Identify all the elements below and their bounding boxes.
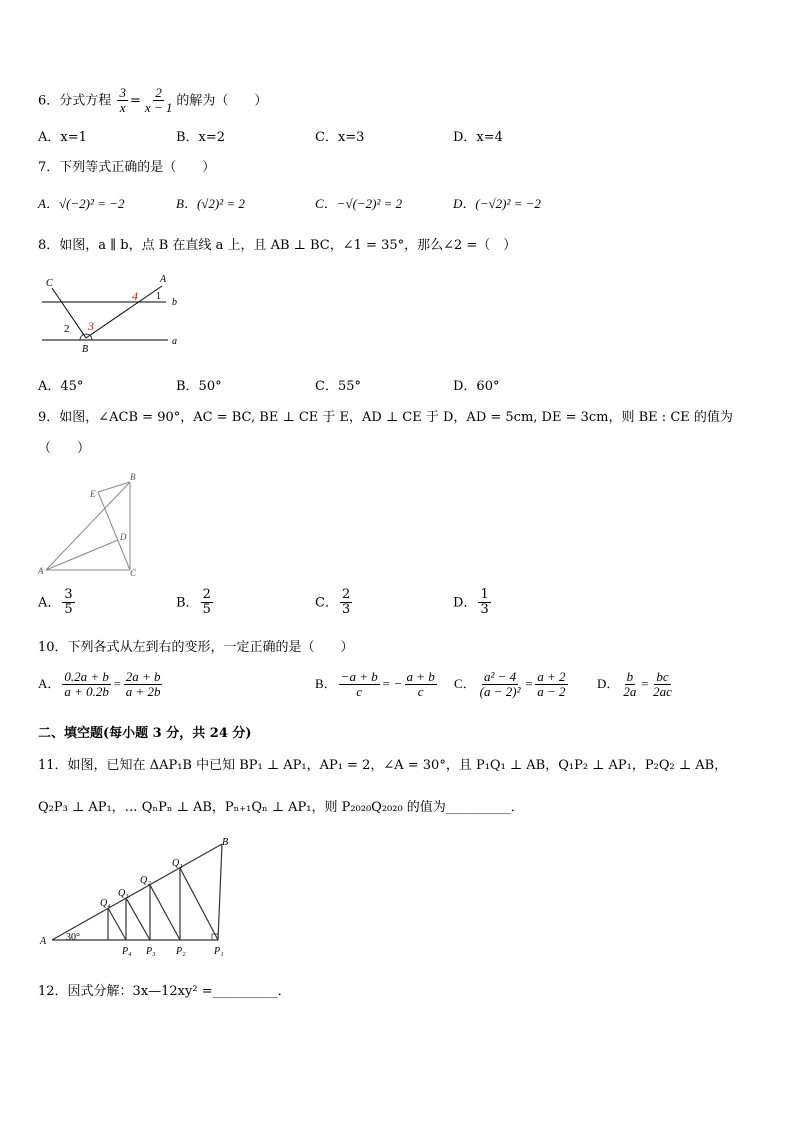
q9-label-c: C [130, 568, 137, 578]
q7-option-d[interactable]: D．(−√2)² = −2 [453, 196, 541, 211]
q8-option-d[interactable]: D．60° [453, 379, 500, 394]
q10-b-mid: = − [381, 675, 403, 691]
q9-c-den: 3 [341, 602, 351, 618]
q6-option-b[interactable]: B．x=2 [176, 130, 226, 145]
q11-label-p1: P₁ [214, 946, 224, 957]
q9-option-a-fraction [62, 588, 74, 618]
q8-label-line-a: a [172, 336, 177, 347]
q11-label-p4: P₄ [122, 946, 132, 957]
q11-label-p2: P₂ [176, 946, 186, 957]
q11-p2q2 [150, 885, 180, 940]
q8-label-line-b: b [172, 297, 177, 308]
q11-label-a: A [40, 936, 47, 947]
q10-a-right [124, 670, 163, 700]
q10-d-left [621, 670, 638, 700]
q6-fraction-left [117, 86, 128, 116]
q10-b-left-num: −a + b [340, 669, 378, 684]
q9-option-c-letter: C． [315, 595, 338, 611]
q9-paren: （ ） [38, 441, 91, 456]
question-11-line-1: 11．如图，已知在 ΔAP₁B 中已知 BP₁ ⊥ AP₁，AP₁ = 2，∠A = 30°，且 P₁Q₁ ⊥ AB，Q₁P₂ ⊥ AP₁，P₂Q₂ ⊥ AB， [38, 758, 728, 773]
q10-a-left-den: a + 0.2b [64, 684, 109, 700]
q9-b-num: 2 [202, 587, 211, 602]
q10-c-left [478, 670, 523, 700]
q9-option-a-letter: A． [38, 595, 61, 611]
q9-option-b-letter: B． [176, 595, 199, 611]
q10-c-right-num: a + 2 [537, 669, 566, 684]
q10-d-right-den: 2ac [653, 684, 672, 700]
q10-b-right-den: c [417, 684, 424, 700]
q10-d-left-den: 2a [623, 684, 637, 700]
q6-f1-num: 3 [119, 85, 126, 100]
q9-label-e: E [90, 489, 96, 499]
q10-d-left-num: b [626, 669, 634, 684]
q11-angle-30: 30° [66, 932, 80, 943]
q10-a-left-num: 0.2a + b [64, 669, 109, 684]
q9-option-b-fraction [201, 588, 213, 618]
q6-option-d[interactable]: D．x=4 [453, 130, 503, 145]
q11-side-bp1 [218, 844, 222, 940]
q10-b-letter: B． [315, 675, 337, 691]
q8-figure [38, 268, 188, 358]
q6-suffix: 的解为（ ） [176, 93, 268, 109]
q9-option-a[interactable] [38, 588, 77, 618]
q10-option-a[interactable]: A． $\frac{0.2a + b}{a + 0.2b}$ = $\frac{2a + b}{a + 2b}$ [38, 669, 161, 700]
q10-a-right-num: 2a + b [125, 669, 161, 684]
q10-d-right [651, 670, 674, 700]
q10-b-left-den: c [356, 684, 363, 700]
q10-b-left [339, 670, 380, 700]
q8-angle-1: 1 [156, 291, 161, 302]
question-8: 8．如图，a ∥ b，点 B 在直线 a 上，且 AB ⊥ BC，∠1 = 35°，那么∠2 =（ ） [38, 238, 517, 253]
q11-p1q1 [180, 868, 218, 940]
q10-c-left-den: (a − 2)² [479, 684, 521, 700]
q10-a-right-den: a + 2b [125, 684, 161, 700]
q10-c-right [535, 670, 567, 700]
q9-label-a: A [38, 566, 44, 576]
q8-label-b: B [82, 344, 89, 355]
q8-angle-2: 2 [64, 323, 70, 335]
q9-label-b: B [130, 472, 136, 482]
q9-c-num: 2 [341, 587, 351, 602]
q9-option-d-letter: D． [453, 595, 477, 611]
q10-c-letter: C． [454, 675, 476, 691]
q11-label-q4: Q₄ [100, 898, 111, 909]
question-7: 7．下列等式正确的是（ ） [38, 160, 216, 175]
q7-option-a[interactable]: A．√(−2)² = −2 [38, 196, 125, 211]
q9-segment-ec [98, 492, 130, 570]
question-12: 12．因式分解：3x—12xy² =__________． [38, 984, 291, 999]
q10-a-left [62, 670, 111, 700]
question-6 [38, 86, 267, 116]
q10-c-right-den: a − 2 [537, 684, 566, 700]
q6-f2-num: 2 [155, 85, 162, 100]
q9-a-num: 3 [64, 587, 73, 602]
q10-a-letter: A． [38, 675, 61, 691]
q9-option-c-fraction [340, 588, 352, 618]
q6-equals: = [129, 93, 141, 109]
q6-fraction-right [143, 86, 175, 116]
q9-a-den: 5 [64, 602, 73, 618]
q9-d-den: 3 [480, 602, 489, 618]
question-10: 10．下列各式从左到右的变形，一定正确的是（ ） [38, 640, 354, 655]
q6-f2-den: x − 1 [144, 100, 173, 116]
q8-label-a: A [160, 274, 167, 285]
q10-c-left-num: a² − 4 [484, 669, 517, 684]
q11-label-q2: Q₂ [140, 875, 151, 886]
q6-option-c[interactable]: C．x=3 [315, 130, 365, 145]
q10-option-d[interactable]: D． $\frac{b}{2a}$ = $\frac{bc}{2ac}$ [597, 669, 672, 700]
q9-figure [38, 470, 148, 580]
q10-b-right-num: a + b [406, 669, 435, 684]
q10-option-b[interactable] [315, 670, 439, 700]
q10-option-c[interactable]: C． $\frac{\text{a² − 4}}{\text{(a − 2)²}}$ = $\frac{a + 2}{a - 2}$ [454, 669, 566, 700]
q11-label-p3: P₃ [146, 946, 156, 957]
q9-option-b[interactable] [176, 588, 215, 618]
q8-option-c[interactable]: C．55° [315, 379, 361, 394]
q9-segment-ab [46, 482, 130, 570]
q8-label-c: C [46, 278, 53, 289]
q7-option-c[interactable]: C．−√(−2)² = 2 [315, 196, 403, 211]
q8-option-a[interactable]: A．45° [38, 379, 84, 394]
q9-option-d-fraction [478, 588, 490, 618]
q10-d-right-num: bc [656, 669, 669, 684]
q11-label-q3: Q₃ [118, 888, 129, 899]
q9-segment-ad [46, 540, 118, 570]
q6-number: 6． [38, 93, 60, 109]
q6-prefix: 分式方程 [59, 93, 112, 109]
q9-b-den: 5 [202, 602, 211, 618]
q9-option-d[interactable] [453, 588, 493, 618]
question-9: 9．如图，∠ACB = 90°，AC = BC, BE ⊥ CE 于 E，AD ⊥ CE 于 D，AD = 5cm, DE = 3cm，则 BE : CE 的值为 [38, 410, 733, 425]
question-11-line-2: Q₂P₃ ⊥ AP₁，… QₙPₙ ⊥ AB，Pₙ₊₁Qₙ ⊥ AP₁，则 P₂₀₂₀Q₂₀₂₀ 的值为__________． [38, 800, 524, 815]
q10-d-letter: D． [597, 675, 620, 691]
q7-option-b[interactable]: B．(√2)² = 2 [176, 196, 245, 211]
q11-label-q1: Q₁ [172, 858, 183, 869]
q6-option-a[interactable]: A．x=1 [38, 130, 87, 145]
q10-b-right [405, 670, 437, 700]
q11-p3q3 [126, 898, 150, 940]
q9-label-d: D [120, 532, 127, 542]
q9-option-c[interactable] [315, 588, 354, 618]
q11-hyp-ab [52, 844, 222, 940]
q8-angle-3: 3 [88, 319, 94, 333]
q8-option-b[interactable]: B．50° [176, 379, 222, 394]
q8-angle-4: 4 [132, 289, 138, 303]
section-heading-fill-in: 二、填空题(每小题 3 分，共 24 分) [38, 726, 252, 741]
q11-label-b: B [222, 837, 229, 848]
q11-figure [38, 836, 248, 966]
q11-p4q4 [108, 908, 126, 940]
q9-d-num: 1 [480, 587, 489, 602]
q8-segment-ba [86, 286, 162, 338]
q6-f1-den: x [119, 100, 126, 116]
